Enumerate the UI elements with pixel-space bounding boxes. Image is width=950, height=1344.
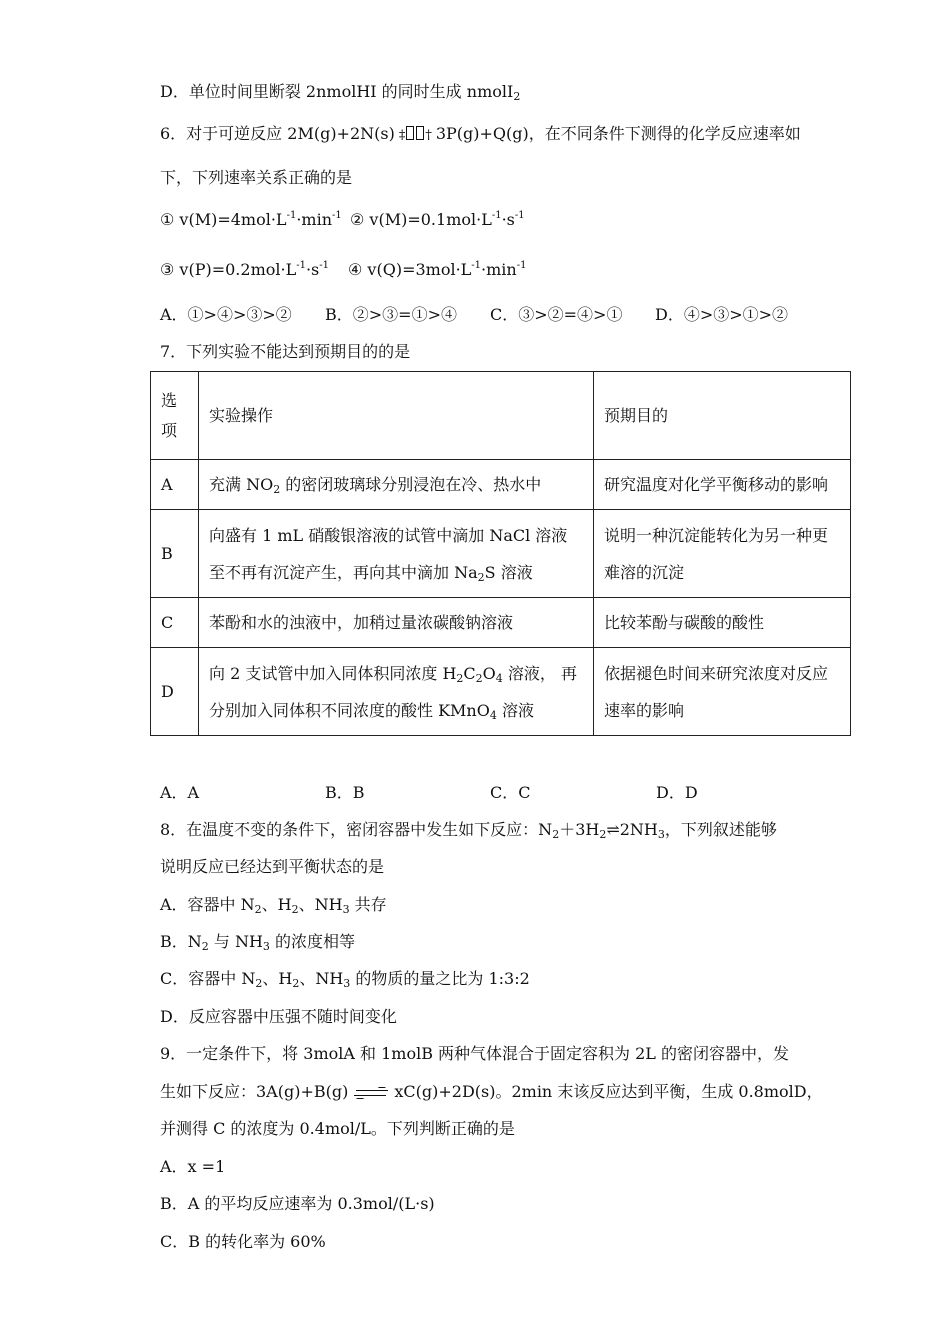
q7-option-d[interactable]: D．D <box>656 783 698 802</box>
table-header-row <box>151 372 851 460</box>
equilibrium-arrow-icon <box>354 1087 388 1099</box>
q7-option-b[interactable]: B．B <box>325 783 365 802</box>
row-key: A <box>151 460 199 510</box>
q8-option-a[interactable]: A．容器中 $N_2$、$H_2$、$NH_3$ 共存 <box>160 895 387 916</box>
q5-option-d: D．单位时间里断裂 2nmolHI 的同时生成 nmolI$_2$ <box>160 82 521 103</box>
row-operation: 充满 $NO_2$ 的密闭玻璃球分别浸泡在冷、热水中 <box>199 460 594 510</box>
table-row <box>151 510 851 598</box>
q6-option-a[interactable]: A．①>④>③>② <box>160 305 292 324</box>
q9-option-c[interactable]: C．B 的转化率为 60% <box>160 1232 326 1251</box>
table-row <box>151 460 851 510</box>
header-operation: 实验操作 <box>199 372 594 460</box>
reversible-arrow-glyph: ‡ † <box>398 128 432 143</box>
q9-stem-line1: 9．一定条件下，将 3molA 和 1molB 两种气体混合于固定容积为 2L 的密闭容器中，发 <box>160 1044 790 1063</box>
table-row <box>151 648 851 736</box>
q9-option-b[interactable]: B．A 的平均反应速率为 0.3mol/(L·s) <box>160 1194 435 1213</box>
row-goal: 研究温度对化学平衡移动的影响 <box>594 460 851 510</box>
q8-option-d[interactable]: D．反应容器中压强不随时间变化 <box>160 1007 397 1026</box>
q7-option-c[interactable]: C．C <box>490 783 531 802</box>
q8-option-c[interactable]: C．容器中 $N_2$、$H_2$、$NH_3$ 的物质的量之比为 1:3:2 <box>160 969 530 990</box>
q8-option-b[interactable]: B．$N_2$ 与 $NH_3$ 的浓度相等 <box>160 932 355 953</box>
q6-rate-2: ② $v(M)=0.1mol\cdot L^{-1}\cdot s^{-1}$ <box>350 210 525 229</box>
q6-option-d[interactable]: D．④>③>①>② <box>655 305 789 324</box>
row-goal: 说明一种沉淀能转化为另一种更 难溶的沉淀 <box>594 510 851 598</box>
header-option: 选 项 <box>151 372 199 460</box>
q6-stem: 6．对于可逆反应 2M(g)+2N(s) ‡ † 3P(g)+Q(g)，在不同条件下测得的化学反应速率如 <box>160 124 801 143</box>
q8-stem: 8．在温度不变的条件下，密闭容器中发生如下反应：$N_2+3H_2\rightleftharpoons 2NH_3$，下列叙述能够 <box>160 820 777 841</box>
q6-rate-1: ① $v(M)=4mol\cdot L^{-1}\cdot\min^{-1}$ <box>160 210 342 229</box>
q8-stem-line2: 说明反应已经达到平衡状态的是 <box>160 857 385 876</box>
q6-option-b[interactable]: B．②>③=①>④ <box>325 305 457 324</box>
row-goal: 比较苯酚与碳酸的酸性 <box>594 598 851 648</box>
q6-option-c[interactable]: C．③>②=④>① <box>490 305 623 324</box>
row-key: B <box>151 510 199 598</box>
row-key: C <box>151 598 199 648</box>
q6-stem-line2: 下，下列速率关系正确的是 <box>160 168 353 187</box>
q9-stem-line2: 生如下反应：3A(g)+B(g) xC(g)+2D(s)。2min 末该反应达到平衡，生成 0.8molD， <box>160 1082 823 1101</box>
q6-rate-3: ③ $v(P)=0.2mol\cdot L^{-1}\cdot s^{-1}$ <box>160 260 329 279</box>
q7-stem: 7．下列实验不能达到预期目的的是 <box>160 342 411 361</box>
q9-option-a[interactable]: A．x =1 <box>160 1157 226 1176</box>
row-operation: 苯酚和水的浊液中，加稍过量浓碳酸钠溶液 <box>199 598 594 648</box>
row-operation: 向 2 支试管中加入同体积同浓度 $H_2C_2O_4$ 溶液， 再 分别加入同体积不同浓度的酸性 KMnO$_4$ 溶液 <box>199 648 594 736</box>
row-key: D <box>151 648 199 736</box>
table-row <box>151 598 851 648</box>
q7-option-a[interactable]: A．A <box>160 783 200 802</box>
row-operation: 向盛有 1 mL 硝酸银溶液的试管中滴加 NaCl 溶液 至不再有沉淀产生，再向其中滴加 $Na_2S$ 溶液 <box>199 510 594 598</box>
q9-stem-line3: 并测得 C 的浓度为 0.4mol/L。下列判断正确的是 <box>160 1119 515 1138</box>
q6-rate-4: ④ $v(Q)=3mol\cdot L^{-1}\cdot\min^{-1}$ <box>348 260 527 279</box>
row-goal: 依据褪色时间来研究浓度对反应 速率的影响 <box>594 648 851 736</box>
experiment-table <box>150 371 851 736</box>
header-goal: 预期目的 <box>594 372 851 460</box>
